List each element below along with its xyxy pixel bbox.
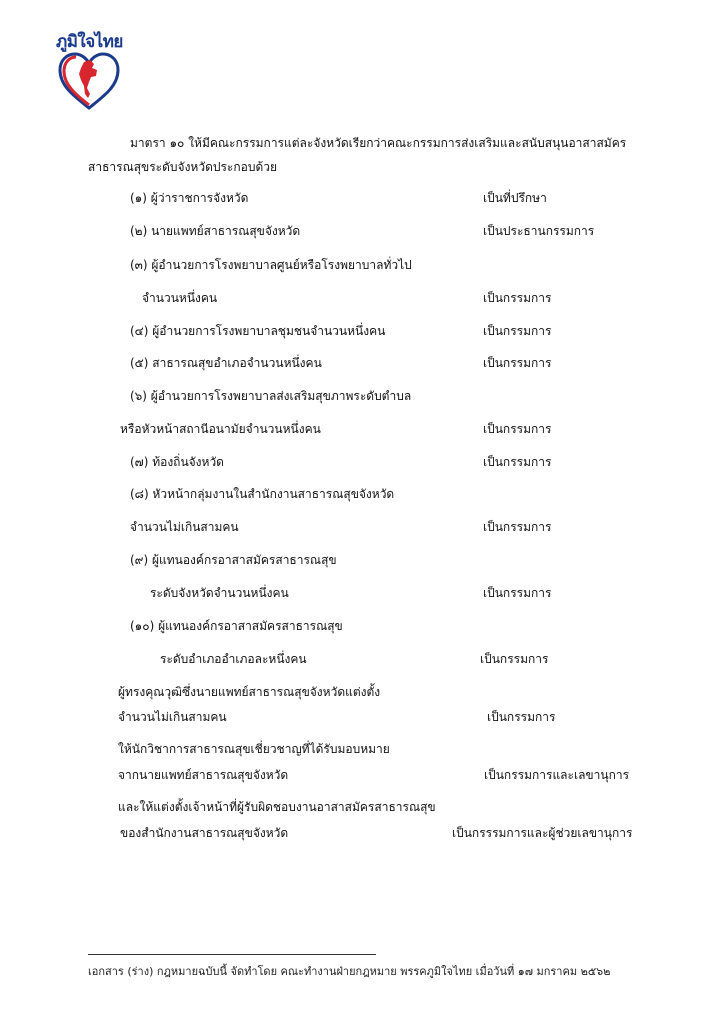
member-text: ให้นักวิชาการสาธารณสุขเชี่ยวชาญที่ได้รับมอบหมาย [118,742,390,756]
member-text: ระดับจังหวัดจำนวนหนึ่งคน [150,586,289,600]
member-role: เป็นกรรมการ [483,455,552,469]
member-text: (๗) ท้องถิ่นจังหวัด [130,455,224,469]
member-role: เป็นกรรรมการและผู้ช่วยเลขานุการ [452,826,633,840]
member-role: เป็นที่ปรึกษา [483,191,547,205]
thailand-map-heart-icon [54,50,124,112]
footer-divider [88,954,376,955]
member-text: (๔) ผู้อำนวยการโรงพยาบาลชุมชนจำนวนหนึ่งคน [130,324,386,338]
member-text: (๕) สาธารณสุขอำเภอจำนวนหนึ่งคน [130,356,322,370]
member-text: ของสำนักงานสาธารณสุขจังหวัด [120,826,289,840]
member-role: เป็นประธานกรรมการ [483,224,595,238]
intro-line-2: สาธารณสุขระดับจังหวัดประกอบด้วย [88,160,278,174]
member-role: เป็นกรรมการและเลขานุการ [484,768,630,782]
member-text: ระดับอำเภออำเภอละหนึ่งคน [160,652,307,666]
member-role: เป็นกรรมการ [487,710,556,724]
member-text: จำนวนหนึ่งคน [142,291,218,305]
member-role: เป็นกรรมการ [483,324,552,338]
member-role: เป็นกรรมการ [480,652,549,666]
member-text: จำนวนไม่เกินสามคน [118,710,227,724]
member-role: เป็นกรรมการ [483,291,552,305]
member-text: จากนายแพทย์สาธารณสุขจังหวัด [118,768,289,782]
member-text: (๒) นายแพทย์สาธารณสุขจังหวัด [130,224,301,238]
party-logo [54,26,126,112]
member-role: เป็นกรรมการ [483,356,552,370]
member-text: จำนวนไม่เกินสามคน [130,520,239,534]
member-role: เป็นกรรมการ [483,422,552,436]
logo-party-name: ภูมิใจไทย [56,32,123,52]
member-text: (๑๐) ผู้แทนองค์กรอาสาสมัครสาธารณสุข [130,619,343,633]
member-text: ผู้ทรงคุณวุฒิซึ่งนายแพทย์สาธารณสุขจังหวัดแต่งตั้ง [118,685,381,699]
member-text: และให้แต่งตั้งเจ้าหน้าที่ผู้รับผิดชอบงานอาสาสมัครสาธารณสุข [118,800,436,814]
footer-note: เอกสาร (ร่าง) กฎหมายฉบับนี้ จัดทำโดย คณะทำงานฝ่ายกฎหมาย พรรคภูมิใจไทย เมื่อวันที่ ๑๗ มกราคม ๒๕๖๒ [88,965,611,978]
member-text: หรือหัวหน้าสถานีอนามัยจำนวนหนึ่งคน [120,422,321,436]
member-text: (๓) ผู้อำนวยการโรงพยาบาลศูนย์หรือโรงพยาบาลทั่วไป [130,258,412,272]
member-text: (๖) ผู้อำนวยการโรงพยาบาลส่งเสริมสุขภาพระดับตำบล [130,389,412,403]
member-text: (๑) ผู้ว่าราชการจังหวัด [130,191,249,205]
member-text: (๘) หัวหน้ากลุ่มงานในสำนักงานสาธารณสุขจังหวัด [130,487,395,501]
member-role: เป็นกรรมการ [483,586,552,600]
intro-line-1: มาตรา ๑๐ ให้มีคณะกรรมการแต่ละจังหวัดเรียกว่าคณะกรรมการส่งเสริมและสนับสนุนอาสาสมัคร [130,136,627,150]
member-text: (๙) ผู้แทนองค์กรอาสาสมัครสาธารณสุข [130,553,337,567]
member-role: เป็นกรรมการ [483,520,552,534]
